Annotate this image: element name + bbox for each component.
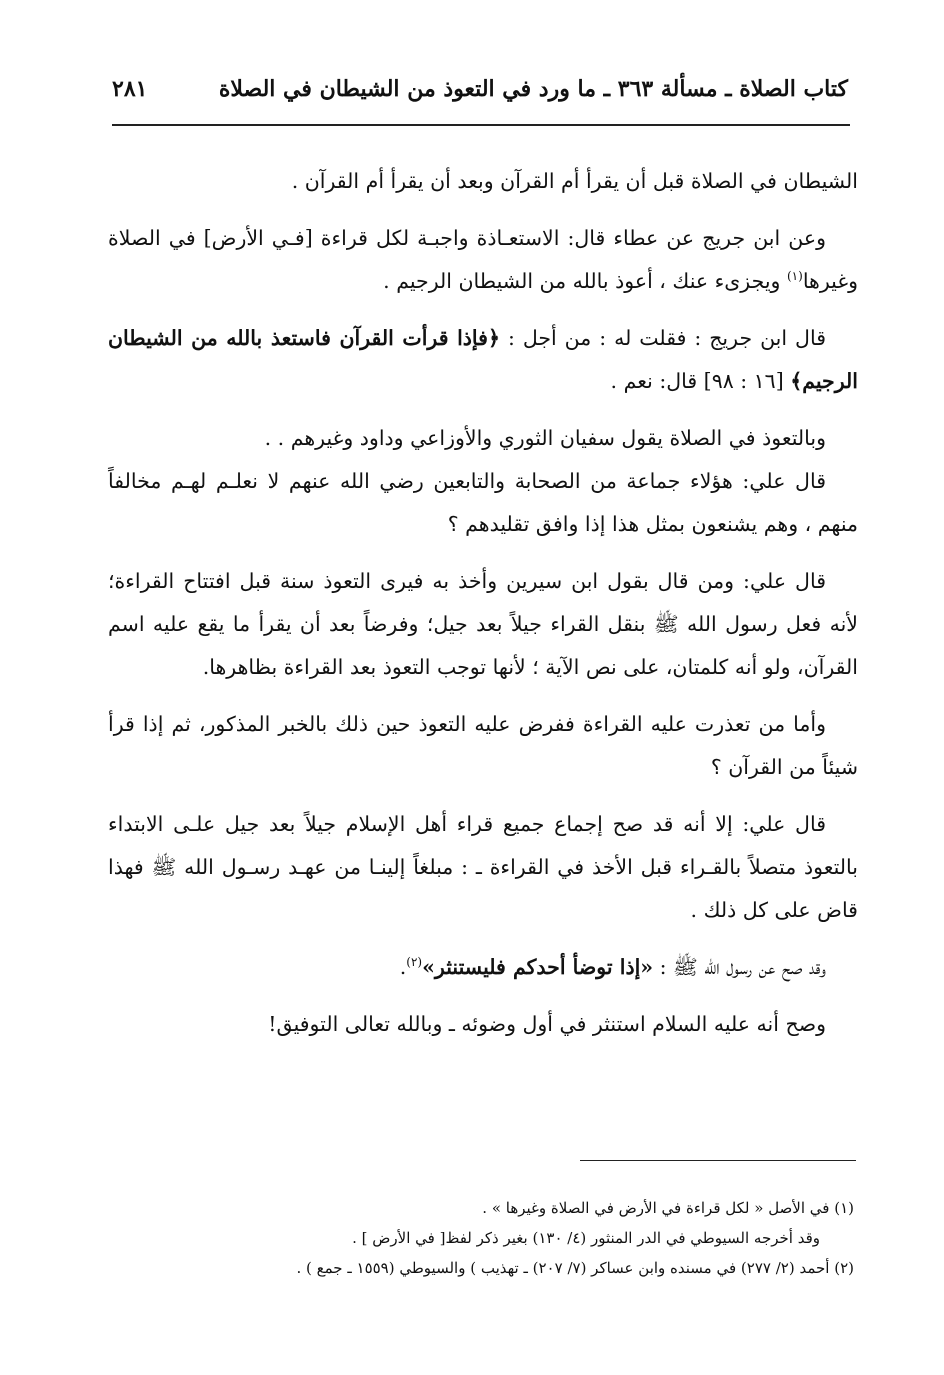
paragraph-3: قال ابن جريج : فقلت له : من أجل : ﴿فإذا قرأت القرآن فاستعذ بالله من الشيطان الرجيم﴾ [١٦ : ٩٨] قال: نعم .	[108, 326, 858, 393]
paragraph-10: وصح أنه عليه السلام استنثر في أول وضوئه ـ وبالله تعالى التوفيق!	[268, 1012, 826, 1036]
quran-verse: ﴿فإذا قرأت القرآن فاستعذ بالله من الشيطان الرجيم﴾	[108, 326, 858, 393]
footnote-1: (١) في الأصل « لكل قراءة في الأرض في الصلاة وغيرها » .	[482, 1199, 854, 1217]
paragraph-4: وبالتعوذ في الصلاة يقول سفيان الثوري والأوزاعي وداود وغيرهم . .	[264, 426, 826, 450]
footnote-1-continuation: وقد أخرجه السيوطي في الدر المنثور (٤/ ١٣٠) بغير ذكر لفظ[ في الأرض ] .	[352, 1229, 820, 1247]
footnote-ref-1: (١)	[786, 269, 803, 284]
header-divider	[112, 124, 850, 126]
main-text	[108, 160, 858, 1060]
running-title: كتاب الصلاة ـ مسألة ٣٦٣ ـ ما ورد في التعوذ من الشيطان في الصلاة	[218, 76, 848, 102]
paragraph-9: وقد صح عن رسول الله ﷺ : «إذا توضأ أحدكم فليستنثر»$^{(٢)}$.	[399, 955, 826, 979]
footnote-2: (٢) أحمد (٢/ ٢٧٧) في مسنده وابن عساكر (٧/ ٢٠٧) ـ تهذيب ) والسيوطي (١٥٥٩ ـ جمع ) .	[296, 1259, 854, 1277]
paragraph-2: وعن ابن جريج عن عطاء قال: الاستعـاذة واجبـة لكل قراءة [فـي الأرض] في الصلاة وغيرها$^{(١)}$ ويجزىء عنك ، أعوذ بالله من الشيطان الرجيم .	[108, 226, 858, 293]
paragraph-8: قال علي: إلا أنه قد صح إجماع جميع قراء أهل الإسلام جيلاً بعد جيل علـى الابتداء بالتعوذ متصلاً بالقـراء قبل الأخذ في القراءة ـ : مبلغاً إلينـا من عهـد رسـول الله ﷺ فهذا قاض على كل ذلك .	[108, 812, 858, 922]
page-header	[112, 72, 848, 118]
hadith-quote: «إذا توضأ أحدكم فليستنثر»	[422, 955, 654, 979]
page-number: ٢٨١	[112, 76, 148, 102]
footnotes	[100, 1193, 854, 1283]
footnote-ref-2: (٢)	[406, 955, 423, 970]
paragraph-1: الشيطان في الصلاة قبل أن يقرأ أم القرآن وبعد أن يقرأ أم القرآن .	[291, 169, 858, 193]
footnote-divider	[580, 1160, 856, 1161]
paragraph-6: قال علي: ومن قال بقول ابن سيرين وأخذ به فيرى التعوذ سنة قبل افتتاح القراءة؛ لأنه فعل رسول الله ﷺ بنقل القراء جيلاً بعد جيل؛ وفرضاً بعد أن يقرأ ما يقع عليه اسم القرآن، ولو أنه كلمتان، على نص الآية ؛ لأنها توجب التعوذ بعد القراءة بظاهرها.	[108, 569, 858, 679]
paragraph-5: قال علي: هؤلاء جماعة من الصحابة والتابعين رضي الله عنهم لا نعلـم لهـم مخالفاً منهم ، وهم يشنعون بمثل هذا إذا وافق تقليدهم ؟	[108, 469, 858, 536]
paragraph-7: وأما من تعذرت عليه القراءة ففرض عليه التعوذ حين ذلك بالخبر المذكور، ثم إذا قرأ شيئاً من القرآن ؟	[108, 712, 858, 779]
